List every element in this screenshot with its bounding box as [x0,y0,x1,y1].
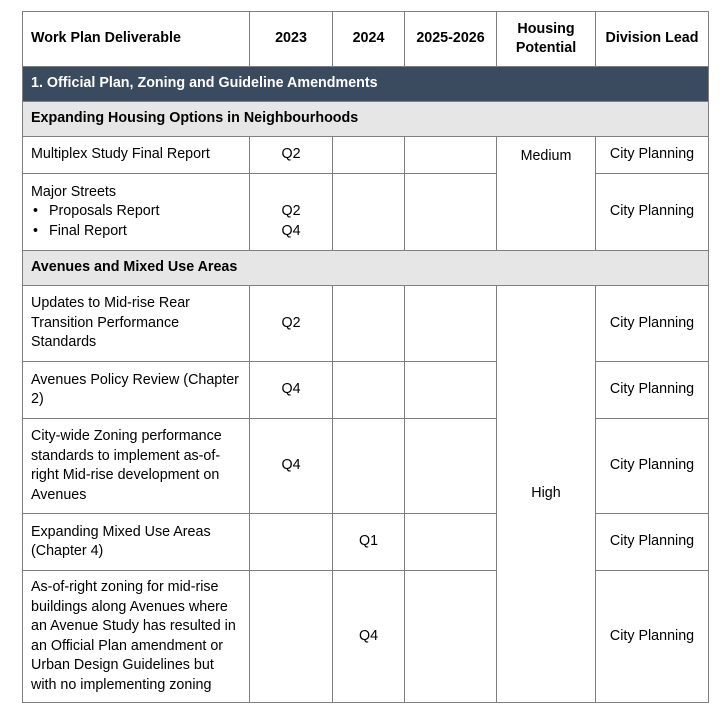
header-2024: 2024 [333,12,405,67]
deliverable-cell: Multiplex Study Final Report [23,137,250,174]
year-2024-cell [333,137,405,174]
year-2023-cell [250,514,333,571]
year-2024-cell [333,286,405,362]
subsection-row [23,102,709,137]
deliverable-cell: Avenues Policy Review (Chapter 2) [23,362,250,419]
housing-potential-medium: Medium [497,137,596,251]
year-2025-cell [405,137,497,174]
table-row [23,514,709,571]
division-lead-cell: City Planning [596,362,709,419]
header-division-lead: Division Lead [596,12,709,67]
header-2025-2026: 2025-2026 [405,12,497,67]
section-title: 1. Official Plan, Zoning and Guideline Amendments [23,67,709,102]
year-2025-cell [405,571,497,703]
deliverable-cell: As-of-right zoning for mid-rise buildings along Avenues where an Avenue Study has resulted in an Official Plan amendment or Urban Design Guidelines but with no implementing zoning [23,571,250,703]
subsection-row [23,251,709,286]
deliverable-cell: Updates to Mid-rise Rear Transition Performance Standards [23,286,250,362]
table-row [23,362,709,419]
year-2024-cell [333,419,405,514]
deliverable-bullets [31,202,241,241]
division-lead-cell: City Planning [596,419,709,514]
year-2023-cell: Q4 [250,419,333,514]
year-2025-cell [405,419,497,514]
year-2024-cell [333,362,405,419]
year-2023-cell: Q2 [250,286,333,362]
deliverable-cell [23,174,250,251]
year-2023-cell [250,571,333,703]
header-row [23,12,709,67]
table-row [23,137,709,174]
table-row [23,571,709,703]
bullet-item: • Final Report [31,222,241,242]
year-2025-cell [405,362,497,419]
division-lead-cell: City Planning [596,571,709,703]
table-row [23,419,709,514]
division-lead-cell: City Planning [596,514,709,571]
year-2023-cell: Q2 [250,137,333,174]
header-2023: 2023 [250,12,333,67]
deliverable-cell: Expanding Mixed Use Areas (Chapter 4) [23,514,250,571]
year-2025-cell [405,174,497,251]
year-2024-cell: Q4 [333,571,405,703]
division-lead-cell: City Planning [596,137,709,174]
quarter-value: Q2 [281,203,301,219]
housing-potential-high: High [497,286,596,703]
bullet-item: • Proposals Report [31,202,241,222]
quarter-value: Q4 [281,222,301,239]
deliverable-title: Major Streets [31,183,117,200]
year-2025-cell [405,286,497,362]
deliverable-cell: City-wide Zoning performance standards to implement as-of-right Mid-rise development on Avenues [23,419,250,514]
subsection-title-neighbourhoods: Expanding Housing Options in Neighbourhoods [23,102,709,137]
header-housing-potential: Housing Potential [497,12,596,67]
division-lead-cell: City Planning [596,174,709,251]
subsection-title-avenues: Avenues and Mixed Use Areas [23,251,709,286]
division-lead-cell: City Planning [596,286,709,362]
section-row [23,67,709,102]
work-plan-table [22,11,709,703]
table-row [23,174,709,251]
header-deliverable: Work Plan Deliverable [23,12,250,67]
year-2023-cell: Q4 [250,362,333,419]
table-row [23,286,709,362]
year-2023-cell [250,174,333,251]
year-2024-cell: Q1 [333,514,405,571]
year-2025-cell [405,514,497,571]
year-2024-cell [333,174,405,251]
